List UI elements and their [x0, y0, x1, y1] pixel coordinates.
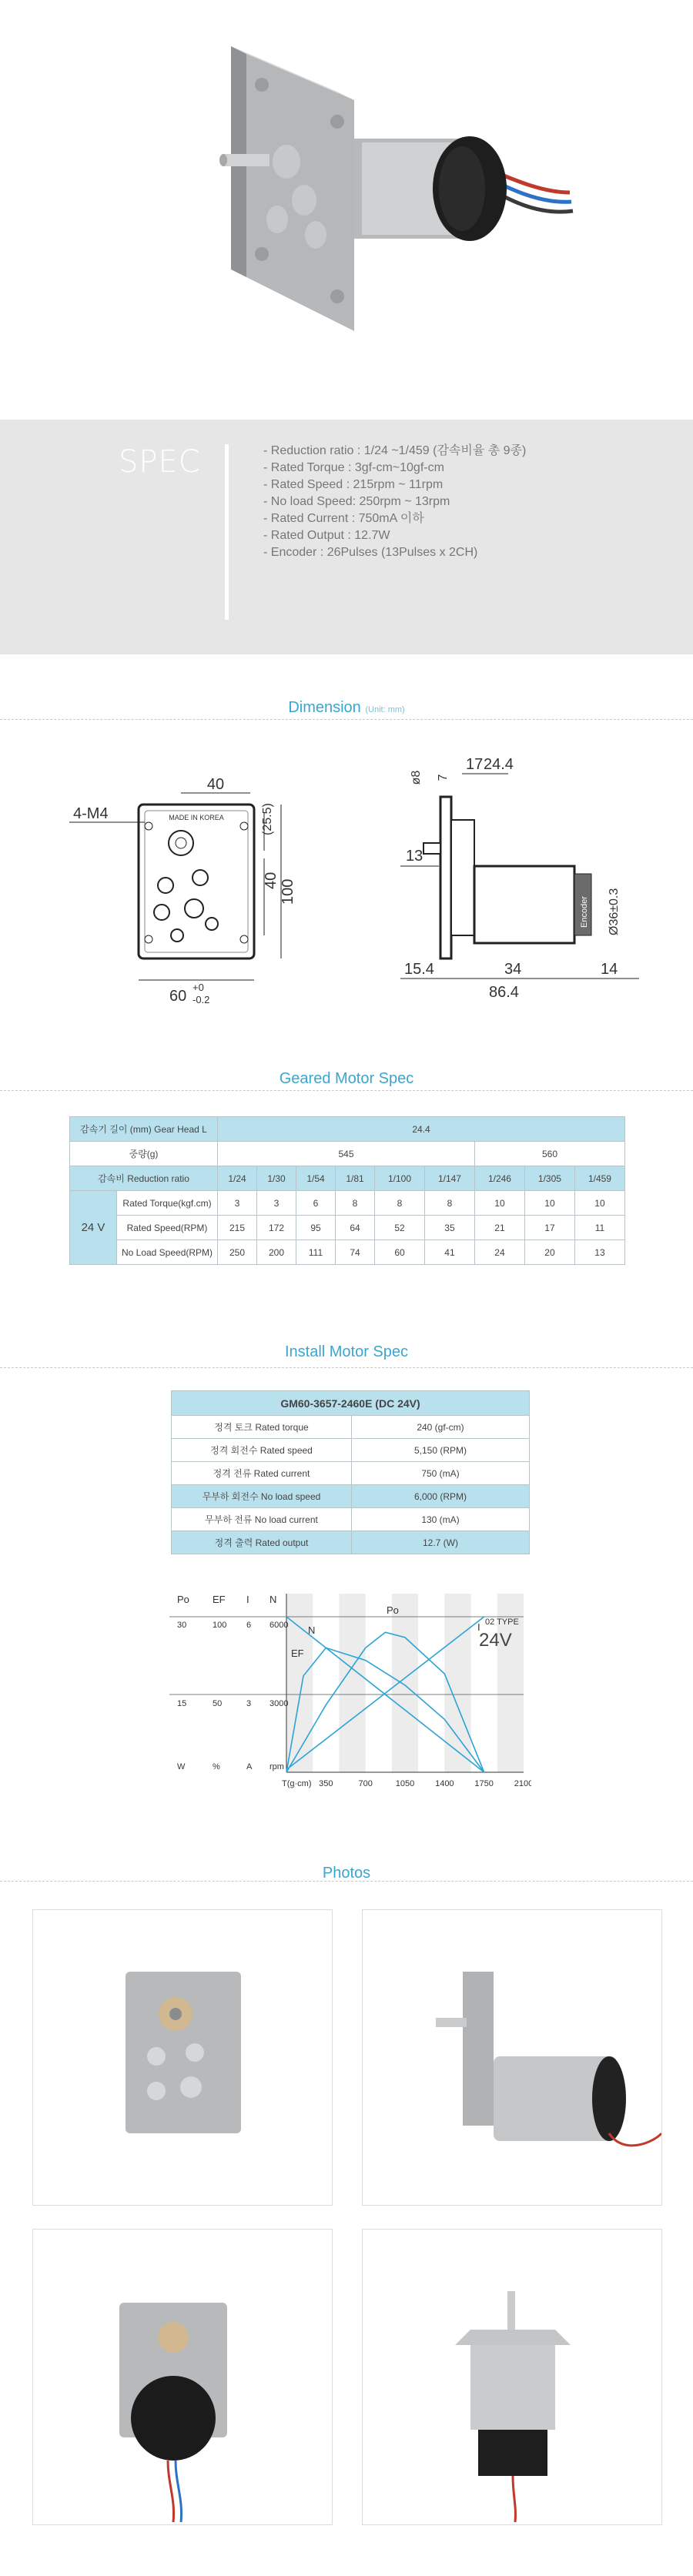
table-cell: 10 [474, 1191, 524, 1216]
ratio-label: 감속비 Reduction ratio [70, 1166, 218, 1191]
x-tick-label: 350 [319, 1779, 333, 1788]
y-axis-name: EF [213, 1594, 226, 1605]
spec-line: - No load Speed: 250rpm ~ 13rpm [263, 495, 450, 508]
ratio-cell: 1/305 [524, 1166, 574, 1191]
install-value: 5,150 (RPM) [352, 1439, 530, 1462]
install-label: 정격 토크 Rated torque [172, 1416, 352, 1439]
x-tick-label: 1750 [474, 1779, 494, 1788]
install-spec-title: Install Motor Spec [284, 1343, 409, 1360]
voltage-cell: 24 V [70, 1191, 117, 1265]
spec-line: - Encoder : 26Pulses (13Pulses x 2CH) [263, 546, 478, 559]
x-tick-label: 700 [358, 1779, 373, 1788]
table-cell: 64 [336, 1216, 375, 1240]
product-photo [362, 1909, 662, 2206]
table-cell: 8 [375, 1191, 425, 1216]
table-cell: 8 [424, 1191, 474, 1216]
made-in-korea-label: MADE IN KOREA [169, 814, 224, 821]
dim-86-4: 86.4 [489, 984, 519, 1001]
weight-label: 중량(g) [70, 1142, 218, 1166]
spec-line: - Reduction ratio : 1/24 ~1/459 (감속비율 총 9종) [263, 444, 527, 457]
x-tick-label: 1400 [435, 1779, 454, 1788]
series-label: N [308, 1624, 316, 1636]
voltage-label: 24V [479, 1630, 512, 1651]
y-tick-label: 50 [213, 1699, 223, 1708]
spec-line: - Rated Current : 750mA 이하 [263, 512, 424, 525]
install-label: 정격 회전수 Rated speed [172, 1439, 352, 1462]
install-header: GM60-3657-2460E (DC 24V) [172, 1391, 530, 1416]
table-cell: 52 [375, 1216, 425, 1240]
table-cell: 3 [257, 1191, 296, 1216]
chart-stripe [392, 1594, 418, 1772]
weight-value: 545 [218, 1142, 475, 1166]
table-cell: 215 [218, 1216, 257, 1240]
photos-title: Photos [322, 1865, 371, 1882]
table-cell: 200 [257, 1240, 296, 1265]
y-axis-name: N [270, 1594, 277, 1605]
weight-value: 560 [474, 1142, 624, 1166]
y-tick-label: 6 [246, 1621, 252, 1630]
row-label: Rated Torque(kgf.cm) [117, 1191, 218, 1216]
encoder-label: Encoder [580, 896, 589, 928]
spec-line: - Rated Output : 12.7W [263, 529, 390, 542]
ratio-cell: 1/54 [296, 1166, 336, 1191]
y-tick-label: 30 [177, 1621, 187, 1630]
y-axis-name: Po [177, 1594, 189, 1605]
table-cell: 111 [296, 1240, 336, 1265]
table-cell: 172 [257, 1216, 296, 1240]
dim-17: 17 [466, 756, 484, 773]
dim-4-m4: 4-M4 [73, 805, 109, 822]
install-label: 무부하 회전수 No load speed [172, 1485, 352, 1508]
y-unit-label: A [246, 1762, 253, 1771]
spec-section [0, 420, 693, 654]
dim-15-4: 15.4 [404, 961, 434, 978]
x-tick-label: 2100 [514, 1779, 531, 1788]
gear-head-label: 감속기 길이 (mm) Gear Head L [70, 1117, 218, 1142]
dim-40-width: 40 [206, 776, 225, 793]
chart-stripe [339, 1594, 365, 1772]
dim-13: 13 [406, 848, 424, 865]
table-cell: 6 [296, 1191, 336, 1216]
y-tick-label: 100 [213, 1621, 227, 1630]
dim-24-4: 24.4 [484, 756, 514, 773]
row-label: Rated Speed(RPM) [117, 1216, 218, 1240]
install-value: 750 (mA) [352, 1462, 530, 1485]
performance-chart [169, 1586, 531, 1809]
table-cell: 60 [375, 1240, 425, 1265]
dim-34: 34 [504, 961, 522, 978]
table-cell: 10 [524, 1191, 574, 1216]
install-value: 130 (mA) [352, 1508, 530, 1531]
dimension-title [0, 699, 693, 717]
table-cell: 11 [574, 1216, 624, 1240]
dim-d36: Ø36±0.3 [608, 888, 621, 935]
y-unit-label: % [213, 1762, 220, 1771]
ratio-cell: 1/100 [375, 1166, 425, 1191]
spec-title: SPEC [119, 444, 201, 480]
section-divider [0, 1367, 693, 1368]
install-value: 6,000 (RPM) [352, 1485, 530, 1508]
table-cell: 95 [296, 1216, 336, 1240]
dim-14: 14 [601, 961, 618, 978]
table-cell: 10 [574, 1191, 624, 1216]
dim-60-tol: +0 [192, 982, 204, 993]
table-cell: 3 [218, 1191, 257, 1216]
x-axis-label: T(g·cm) [282, 1779, 312, 1788]
install-value: 12.7 (W) [352, 1531, 530, 1554]
y-tick-label: 3 [246, 1699, 252, 1708]
ratio-cell: 1/24 [218, 1166, 257, 1191]
series-label: I [477, 1621, 480, 1633]
dimension-unit: (Unit: mm) [365, 705, 405, 714]
product-photo [362, 2229, 662, 2525]
ratio-cell: 1/147 [424, 1166, 474, 1191]
series-label: Po [387, 1604, 399, 1616]
dim-25-5: (25.5) [261, 803, 274, 835]
y-axis-name: I [246, 1594, 249, 1605]
table-cell: 8 [336, 1191, 375, 1216]
table-cell: 74 [336, 1240, 375, 1265]
dim-d7: 7 [437, 774, 450, 781]
series-label: EF [291, 1648, 304, 1659]
geared-spec-table [69, 1116, 625, 1265]
type-label: 02 TYPE [485, 1618, 519, 1627]
y-tick-label: 15 [177, 1699, 187, 1708]
dim-d8: ø8 [410, 770, 423, 785]
y-tick-label: 3000 [270, 1699, 289, 1708]
table-cell: 24 [474, 1240, 524, 1265]
table-cell: 20 [524, 1240, 574, 1265]
dimension-title-text: Dimension [288, 699, 361, 716]
table-cell: 250 [218, 1240, 257, 1265]
ratio-cell: 1/246 [474, 1166, 524, 1191]
install-label: 정격 출력 Rated output [172, 1531, 352, 1554]
table-cell: 17 [524, 1216, 574, 1240]
table-cell: 41 [424, 1240, 474, 1265]
install-label: 정격 전류 Rated current [172, 1462, 352, 1485]
spec-line: - Rated Speed : 215rpm ~ 11rpm [263, 478, 444, 491]
section-divider [0, 719, 693, 720]
table-cell: 21 [474, 1216, 524, 1240]
table-cell: 13 [574, 1240, 624, 1265]
y-tick-label: 6000 [270, 1621, 289, 1630]
install-spec-table [171, 1390, 530, 1554]
y-unit-label: W [177, 1762, 186, 1771]
y-unit-label: rpm [270, 1762, 284, 1771]
ratio-cell: 1/81 [336, 1166, 375, 1191]
hero-product-image [0, 0, 693, 416]
section-divider [0, 1090, 693, 1091]
dim-60-width: 60 [169, 988, 187, 1005]
spec-line: - Rated Torque : 3gf-cm~10gf-cm [263, 461, 444, 474]
product-photo [32, 1909, 333, 2206]
row-label: No Load Speed(RPM) [117, 1240, 218, 1265]
dimension-drawing [62, 751, 647, 1028]
install-value: 240 (gf-cm) [352, 1416, 530, 1439]
geared-spec-title: Geared Motor Spec [279, 1070, 414, 1087]
dim-60-tol2: -0.2 [192, 994, 210, 1005]
install-label: 무부하 전류 No load current [172, 1508, 352, 1531]
spec-list [263, 443, 526, 561]
dim-100-height: 100 [280, 878, 296, 905]
product-photo [32, 2229, 333, 2525]
gear-head-value: 24.4 [218, 1117, 625, 1142]
spec-divider [225, 444, 229, 620]
table-cell: 35 [424, 1216, 474, 1240]
ratio-cell: 1/459 [574, 1166, 624, 1191]
dim-40-height: 40 [263, 871, 280, 889]
x-tick-label: 1050 [395, 1779, 415, 1788]
ratio-cell: 1/30 [257, 1166, 296, 1191]
